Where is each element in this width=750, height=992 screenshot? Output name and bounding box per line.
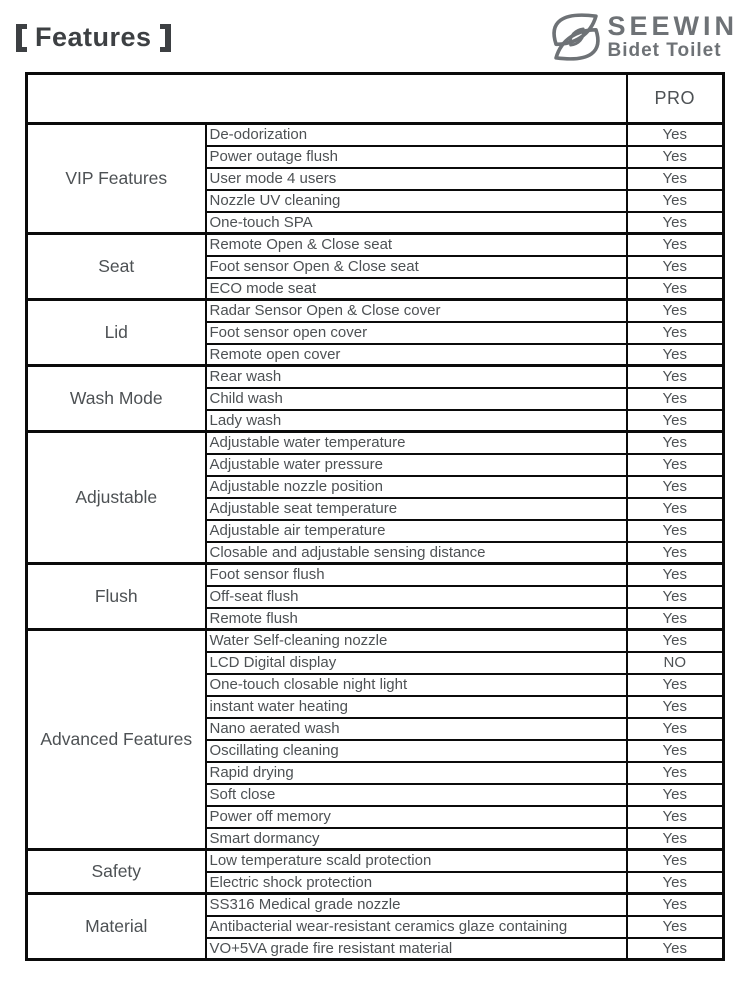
feature-cell: Remote Open & Close seat <box>206 234 627 256</box>
feature-cell: One-touch closable night light <box>206 674 627 696</box>
pro-value-cell: Yes <box>627 872 724 894</box>
table-row <box>27 894 724 916</box>
top-bar <box>0 0 750 66</box>
category-cell: Adjustable <box>27 432 206 564</box>
feature-cell: One-touch SPA <box>206 212 627 234</box>
feature-cell: Antibacterial wear-resistant ceramics glaze containing <box>206 916 627 938</box>
pro-value-cell: Yes <box>627 520 724 542</box>
pro-value-cell: Yes <box>627 190 724 212</box>
pro-value-cell: Yes <box>627 256 724 278</box>
pro-value-cell: Yes <box>627 828 724 850</box>
pro-value-cell: Yes <box>627 784 724 806</box>
feature-cell: De-odorization <box>206 124 627 146</box>
feature-cell: Off-seat flush <box>206 586 627 608</box>
pro-value-cell: Yes <box>627 586 724 608</box>
pro-value-cell: Yes <box>627 344 724 366</box>
table-row <box>27 124 724 146</box>
page-title <box>16 22 171 53</box>
pro-value-cell: Yes <box>627 608 724 630</box>
pro-column-header: PRO <box>627 74 724 124</box>
feature-cell: Water Self-cleaning nozzle <box>206 630 627 652</box>
table-row <box>27 234 724 256</box>
features-table-body <box>27 74 724 960</box>
pro-value-cell: Yes <box>627 850 724 872</box>
feature-cell: Lady wash <box>206 410 627 432</box>
feature-cell: Rapid drying <box>206 762 627 784</box>
pro-value-cell: Yes <box>627 498 724 520</box>
feature-cell: LCD Digital display <box>206 652 627 674</box>
brand-logo <box>547 8 738 66</box>
pro-value-cell: Yes <box>627 124 724 146</box>
feature-cell: Foot sensor open cover <box>206 322 627 344</box>
feature-cell: Soft close <box>206 784 627 806</box>
pro-value-cell: Yes <box>627 300 724 322</box>
logo-brand-name: SEEWIN <box>607 10 738 41</box>
pro-value-cell: NO <box>627 652 724 674</box>
feature-cell: Closable and adjustable sensing distance <box>206 542 627 564</box>
category-cell: Wash Mode <box>27 366 206 432</box>
category-cell: Seat <box>27 234 206 300</box>
feature-cell: Nozzle UV cleaning <box>206 190 627 212</box>
pro-value-cell: Yes <box>627 454 724 476</box>
table-row <box>27 366 724 388</box>
feature-cell: Oscillating cleaning <box>206 740 627 762</box>
pro-value-cell: Yes <box>627 542 724 564</box>
feature-cell: Foot sensor flush <box>206 564 627 586</box>
pro-value-cell: Yes <box>627 938 724 960</box>
feature-cell: ECO mode seat <box>206 278 627 300</box>
pro-value-cell: Yes <box>627 696 724 718</box>
feature-cell: Low temperature scald protection <box>206 850 627 872</box>
logo-text <box>607 10 738 62</box>
table-row <box>27 630 724 652</box>
page-title-text: Features <box>35 22 152 52</box>
pro-value-cell: Yes <box>627 322 724 344</box>
feature-cell: Adjustable water pressure <box>206 454 627 476</box>
feature-cell: Adjustable seat temperature <box>206 498 627 520</box>
pro-value-cell: Yes <box>627 718 724 740</box>
pro-value-cell: Yes <box>627 762 724 784</box>
pro-value-cell: Yes <box>627 916 724 938</box>
category-cell: Advanced Features <box>27 630 206 850</box>
pro-value-cell: Yes <box>627 476 724 498</box>
table-row <box>27 850 724 872</box>
feature-cell: Child wash <box>206 388 627 410</box>
feature-cell: instant water heating <box>206 696 627 718</box>
pro-value-cell: Yes <box>627 366 724 388</box>
feature-cell: Power off memory <box>206 806 627 828</box>
table-row <box>27 300 724 322</box>
pro-value-cell: Yes <box>627 432 724 454</box>
category-cell: Flush <box>27 564 206 630</box>
pro-value-cell: Yes <box>627 806 724 828</box>
pro-value-cell: Yes <box>627 234 724 256</box>
feature-cell: VO+5VA grade fire resistant material <box>206 938 627 960</box>
pro-value-cell: Yes <box>627 146 724 168</box>
pro-value-cell: Yes <box>627 674 724 696</box>
feature-cell: Foot sensor Open & Close seat <box>206 256 627 278</box>
category-cell: Safety <box>27 850 206 894</box>
feature-cell: Adjustable air temperature <box>206 520 627 542</box>
table-header-row <box>27 74 724 124</box>
feature-cell: User mode 4 users <box>206 168 627 190</box>
feature-cell: Remote flush <box>206 608 627 630</box>
category-cell: Material <box>27 894 206 960</box>
feature-cell: SS316 Medical grade nozzle <box>206 894 627 916</box>
pro-value-cell: Yes <box>627 894 724 916</box>
pro-value-cell: Yes <box>627 410 724 432</box>
feature-cell: Remote open cover <box>206 344 627 366</box>
features-table <box>25 72 725 961</box>
feature-cell: Power outage flush <box>206 146 627 168</box>
pro-value-cell: Yes <box>627 168 724 190</box>
category-cell: VIP Features <box>27 124 206 234</box>
left-bracket-icon <box>16 24 27 52</box>
feature-cell: Adjustable nozzle position <box>206 476 627 498</box>
seewin-leaf-icon <box>547 8 605 66</box>
table-header-empty-cell <box>27 74 627 124</box>
pro-value-cell: Yes <box>627 278 724 300</box>
pro-value-cell: Yes <box>627 388 724 410</box>
feature-cell: Nano aerated wash <box>206 718 627 740</box>
pro-value-cell: Yes <box>627 212 724 234</box>
feature-cell: Adjustable water temperature <box>206 432 627 454</box>
feature-cell: Radar Sensor Open & Close cover <box>206 300 627 322</box>
feature-cell: Electric shock protection <box>206 872 627 894</box>
feature-cell: Rear wash <box>206 366 627 388</box>
pro-value-cell: Yes <box>627 740 724 762</box>
right-bracket-icon <box>160 24 171 52</box>
feature-cell: Smart dormancy <box>206 828 627 850</box>
table-row <box>27 564 724 586</box>
table-row <box>27 432 724 454</box>
pro-value-cell: Yes <box>627 564 724 586</box>
logo-tagline: Bidet Toilet <box>607 39 722 61</box>
pro-value-cell: Yes <box>627 630 724 652</box>
category-cell: Lid <box>27 300 206 366</box>
